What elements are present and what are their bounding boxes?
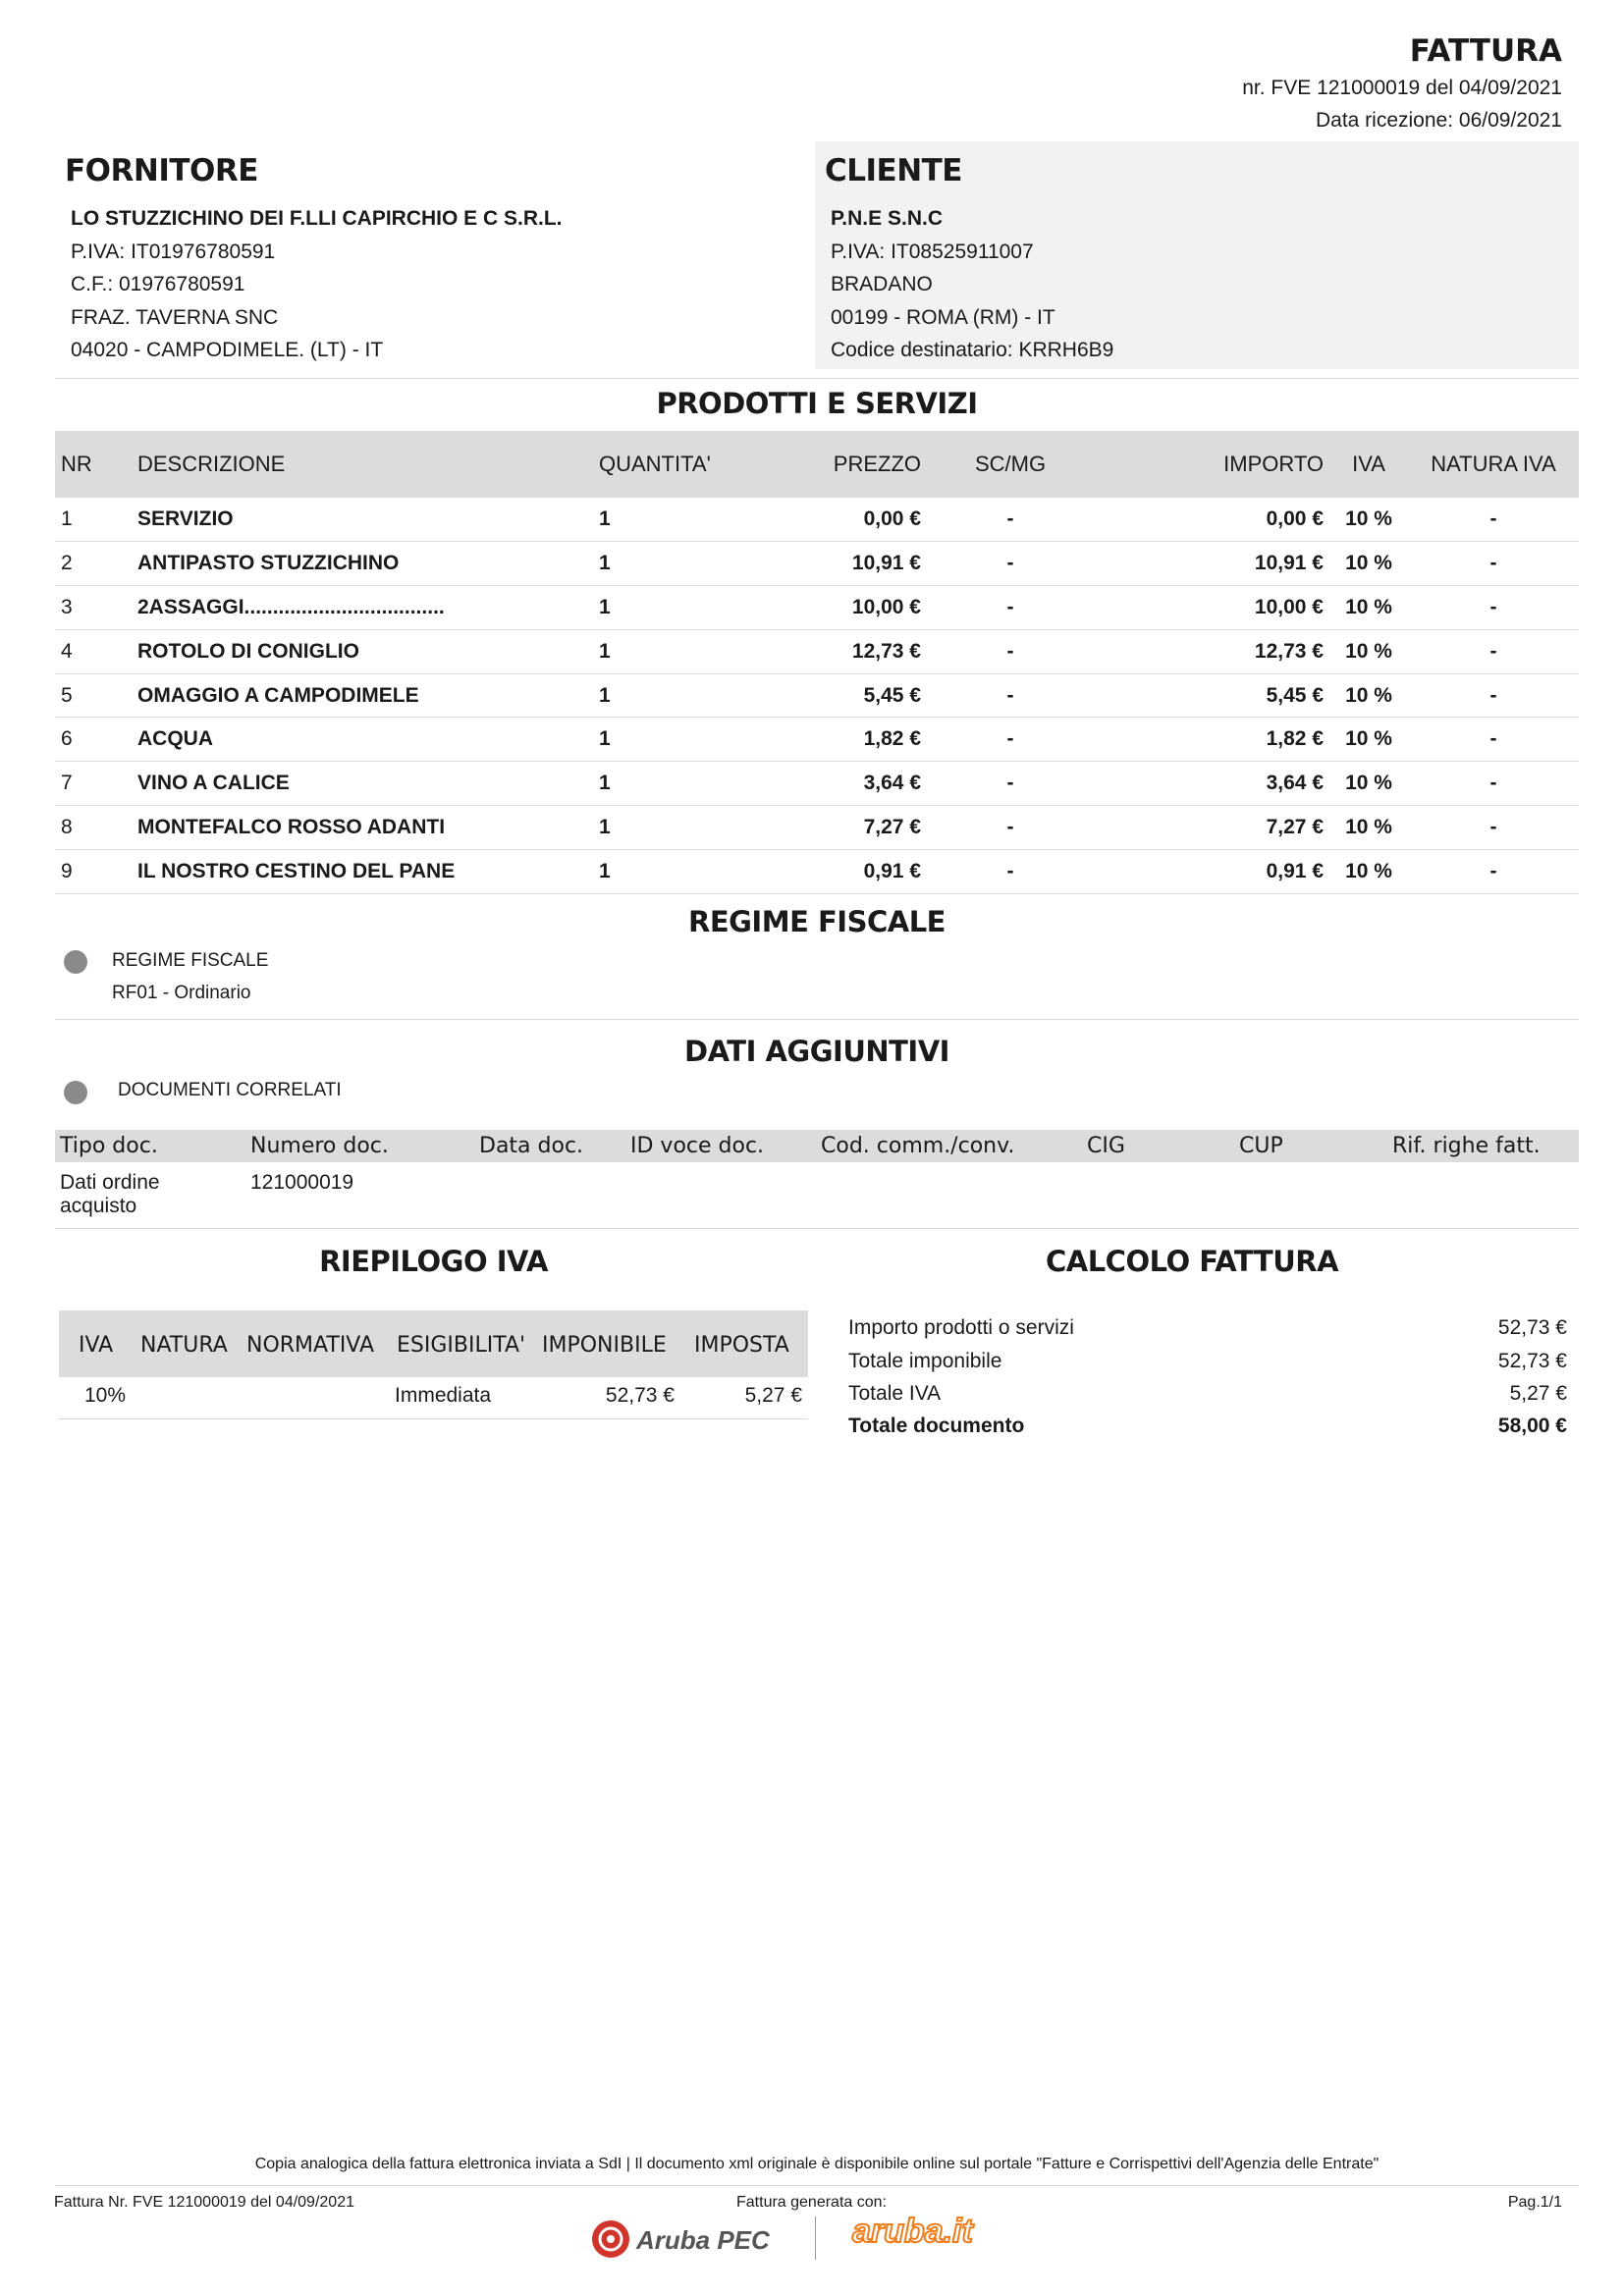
row-quantity: 1: [593, 673, 730, 718]
row-quantity: 1: [593, 806, 730, 850]
col-doc-item-id: ID voce doc.: [630, 1134, 765, 1158]
row-discount: -: [927, 629, 1094, 673]
col-nr: NR: [55, 431, 132, 498]
row-price: 10,91 €: [730, 542, 927, 586]
row-discount: -: [927, 762, 1094, 806]
calc-value: 52,73 €: [1497, 1316, 1567, 1339]
document-title: FATTURA: [1409, 33, 1562, 69]
products-title: PRODOTTI E SERVIZI: [656, 387, 978, 420]
extra-title: DATI AGGIUNTIVI: [684, 1035, 949, 1068]
vat-rate: 10%: [84, 1384, 127, 1407]
row-vat-nature: -: [1408, 542, 1579, 586]
row-price: 7,27 €: [730, 806, 927, 850]
col-tax: IMPOSTA: [694, 1333, 789, 1358]
vat-summary-header: [59, 1310, 808, 1377]
vat-taxable: 52,73 €: [605, 1384, 675, 1407]
bullet-icon: [64, 1081, 87, 1104]
footer-invoice-ref: Fattura Nr. FVE 121000019 del 04/09/2021: [54, 2194, 354, 2211]
col-quantity: QUANTITA': [593, 431, 730, 498]
row-amount: 0,91 €: [1094, 849, 1329, 893]
row-discount: -: [927, 806, 1094, 850]
row-nr: 8: [55, 806, 132, 850]
row-amount: 3,64 €: [1094, 762, 1329, 806]
client-name: P.N.E S.N.C: [831, 207, 943, 230]
row-vat: 10 %: [1329, 762, 1408, 806]
vat-summary-title: RIEPILOGO IVA: [319, 1245, 548, 1278]
col-discount: SC/MG: [927, 431, 1094, 498]
calc-value: 5,27 €: [1509, 1382, 1567, 1405]
row-quantity: 1: [593, 586, 730, 630]
col-vat: IVA: [1329, 431, 1408, 498]
calc-row-total: [848, 1415, 1567, 1438]
calc-label: Importo prodotti o servizi: [848, 1316, 1074, 1339]
divider: [55, 378, 1579, 379]
col-eligibility: ESIGIBILITA': [397, 1333, 526, 1358]
row-price: 5,45 €: [730, 673, 927, 718]
footer-divider: [55, 2185, 1579, 2186]
row-amount: 10,00 €: [1094, 586, 1329, 630]
row-description: OMAGGIO A CAMPODIMELE: [132, 673, 593, 718]
supplier-heading: FORNITORE: [65, 153, 258, 188]
row-nr: 6: [55, 718, 132, 762]
row-amount: 10,91 €: [1094, 542, 1329, 586]
aruba-pec-text: Aruba PEC: [636, 2225, 770, 2255]
supplier-name: LO STUZZICHINO DEI F.LLI CAPIRCHIO E C S.R.L.: [71, 207, 563, 230]
row-quantity: 1: [593, 498, 730, 542]
vat-tax: 5,27 €: [744, 1384, 802, 1407]
bullet-icon: [64, 950, 87, 974]
table-row: [55, 629, 1579, 673]
col-price: PREZZO: [730, 431, 927, 498]
row-discount: -: [927, 498, 1094, 542]
fiscal-title: REGIME FISCALE: [687, 905, 946, 938]
row-vat: 10 %: [1329, 806, 1408, 850]
row-vat: 10 %: [1329, 498, 1408, 542]
row-vat: 10 %: [1329, 849, 1408, 893]
related-docs-header: [55, 1130, 1579, 1162]
calc-value: 58,00 €: [1497, 1415, 1567, 1437]
aruba-pec-logo: [589, 2217, 785, 2261]
row-vat-nature: -: [1408, 586, 1579, 630]
table-row: [55, 718, 1579, 762]
products-table: [55, 431, 1579, 894]
row-vat: 10 %: [1329, 542, 1408, 586]
row-description: ACQUA: [132, 718, 593, 762]
row-quantity: 1: [593, 629, 730, 673]
table-row: [55, 673, 1579, 718]
table-row: [55, 806, 1579, 850]
row-nr: 7: [55, 762, 132, 806]
row-description: VINO A CALICE: [132, 762, 593, 806]
calc-row-products: [848, 1316, 1567, 1340]
row-nr: 1: [55, 498, 132, 542]
calc-label: Totale documento: [848, 1415, 1025, 1437]
supplier-address: FRAZ. TAVERNA SNC: [71, 305, 279, 329]
row-price: 0,00 €: [730, 498, 927, 542]
calc-row-vat: [848, 1382, 1567, 1406]
calc-label: Totale IVA: [848, 1382, 942, 1405]
col-invoice-lines-ref: Rif. righe fatt.: [1392, 1134, 1541, 1158]
document-number: nr. FVE 121000019 del 04/09/2021: [1242, 77, 1562, 99]
row-vat: 10 %: [1329, 586, 1408, 630]
table-row: [55, 762, 1579, 806]
row-price: 10,00 €: [730, 586, 927, 630]
calc-row-taxable: [848, 1350, 1567, 1373]
row-nr: 5: [55, 673, 132, 718]
row-quantity: 1: [593, 762, 730, 806]
row-discount: -: [927, 586, 1094, 630]
col-description: DESCRIZIONE: [132, 431, 593, 498]
row-discount: -: [927, 849, 1094, 893]
extra-label: DOCUMENTI CORRELATI: [118, 1080, 342, 1100]
col-amount: IMPORTO: [1094, 431, 1329, 498]
client-piva: P.IVA: IT08525911007: [831, 240, 1034, 263]
row-price: 3,64 €: [730, 762, 927, 806]
row-vat: 10 %: [1329, 718, 1408, 762]
table-row: [55, 498, 1579, 542]
client-box: [815, 141, 1579, 369]
row-nr: 3: [55, 586, 132, 630]
divider: [55, 1228, 1579, 1229]
supplier-cf: C.F.: 01976780591: [71, 273, 245, 295]
row-description: MONTEFALCO ROSSO ADANTI: [132, 806, 593, 850]
col-regulation: NORMATIVA: [246, 1333, 375, 1358]
row-vat-nature: -: [1408, 673, 1579, 718]
row-nr: 4: [55, 629, 132, 673]
fiscal-value: RF01 - Ordinario: [112, 983, 251, 1003]
table-row: [55, 542, 1579, 586]
col-commission-code: Cod. comm./conv.: [821, 1134, 1015, 1158]
row-amount: 12,73 €: [1094, 629, 1329, 673]
row-vat: 10 %: [1329, 629, 1408, 673]
col-doc-number: Numero doc.: [250, 1134, 389, 1158]
row-vat: 10 %: [1329, 673, 1408, 718]
client-address: BRADANO: [831, 273, 933, 295]
received-date: Data ricezione: 06/09/2021: [1315, 109, 1562, 132]
calc-value: 52,73 €: [1497, 1350, 1567, 1372]
table-row: [55, 586, 1579, 630]
row-vat-nature: -: [1408, 762, 1579, 806]
row-vat-nature: -: [1408, 498, 1579, 542]
footer-page: Pag.1/1: [1507, 2194, 1562, 2211]
row-vat-nature: -: [1408, 718, 1579, 762]
table-row: [55, 849, 1579, 893]
doc-number-value: 121000019: [250, 1171, 354, 1194]
row-discount: -: [927, 673, 1094, 718]
row-discount: -: [927, 542, 1094, 586]
col-vat-nature: NATURA IVA: [1408, 431, 1579, 498]
client-recipient-code: Codice destinatario: KRRH6B9: [831, 339, 1114, 361]
col-cup: CUP: [1239, 1134, 1283, 1158]
col-cig: CIG: [1087, 1134, 1125, 1158]
row-discount: -: [927, 718, 1094, 762]
supplier-city: 04020 - CAMPODIMELE. (LT) - IT: [71, 339, 384, 361]
footer-generated-by: Fattura generata con:: [736, 2194, 887, 2211]
row-amount: 1,82 €: [1094, 718, 1329, 762]
products-header-row: [55, 431, 1579, 498]
col-doc-type: Tipo doc.: [60, 1134, 158, 1158]
row-description: IL NOSTRO CESTINO DEL PANE: [132, 849, 593, 893]
fiscal-label: REGIME FISCALE: [112, 950, 269, 971]
row-vat-nature: -: [1408, 806, 1579, 850]
divider: [55, 1019, 1579, 1020]
col-vat: IVA: [79, 1333, 114, 1358]
col-nature: NATURA: [140, 1333, 228, 1358]
footer-note: Copia analogica della fattura elettronica inviata a SdI | Il documento xml originale è disponibile online sul portale "Fatture e Corrispettivi dell'Agenzia delle Entrate": [254, 2156, 1380, 2172]
logo-separator: [815, 2216, 816, 2260]
divider: [59, 1418, 808, 1419]
supplier-box: [55, 141, 811, 369]
row-amount: 0,00 €: [1094, 498, 1329, 542]
row-price: 0,91 €: [730, 849, 927, 893]
doc-type-line2: acquisto: [60, 1195, 137, 1217]
row-vat-nature: -: [1408, 849, 1579, 893]
row-price: 1,82 €: [730, 718, 927, 762]
client-city: 00199 - ROMA (RM) - IT: [831, 305, 1055, 329]
col-taxable: IMPONIBILE: [542, 1333, 667, 1358]
aruba-it-logo: aruba.it: [852, 2213, 973, 2250]
col-doc-date: Data doc.: [479, 1134, 584, 1158]
aruba-pec-seal-icon: [589, 2217, 632, 2261]
row-amount: 5,45 €: [1094, 673, 1329, 718]
calc-label: Totale imponibile: [848, 1350, 1002, 1372]
row-price: 12,73 €: [730, 629, 927, 673]
row-description: SERVIZIO: [132, 498, 593, 542]
row-quantity: 1: [593, 849, 730, 893]
supplier-piva: P.IVA: IT01976780591: [71, 240, 276, 263]
vat-eligibility: Immediata: [395, 1384, 492, 1407]
row-amount: 7,27 €: [1094, 806, 1329, 850]
calc-title: CALCOLO FATTURA: [1045, 1245, 1339, 1278]
row-vat-nature: -: [1408, 629, 1579, 673]
client-heading: CLIENTE: [825, 153, 962, 188]
row-nr: 9: [55, 849, 132, 893]
row-description: 2ASSAGGI...................................: [132, 586, 593, 630]
row-description: ANTIPASTO STUZZICHINO: [132, 542, 593, 586]
doc-type-line1: Dati ordine: [60, 1171, 160, 1194]
row-quantity: 1: [593, 542, 730, 586]
row-description: ROTOLO DI CONIGLIO: [132, 629, 593, 673]
row-nr: 2: [55, 542, 132, 586]
row-quantity: 1: [593, 718, 730, 762]
